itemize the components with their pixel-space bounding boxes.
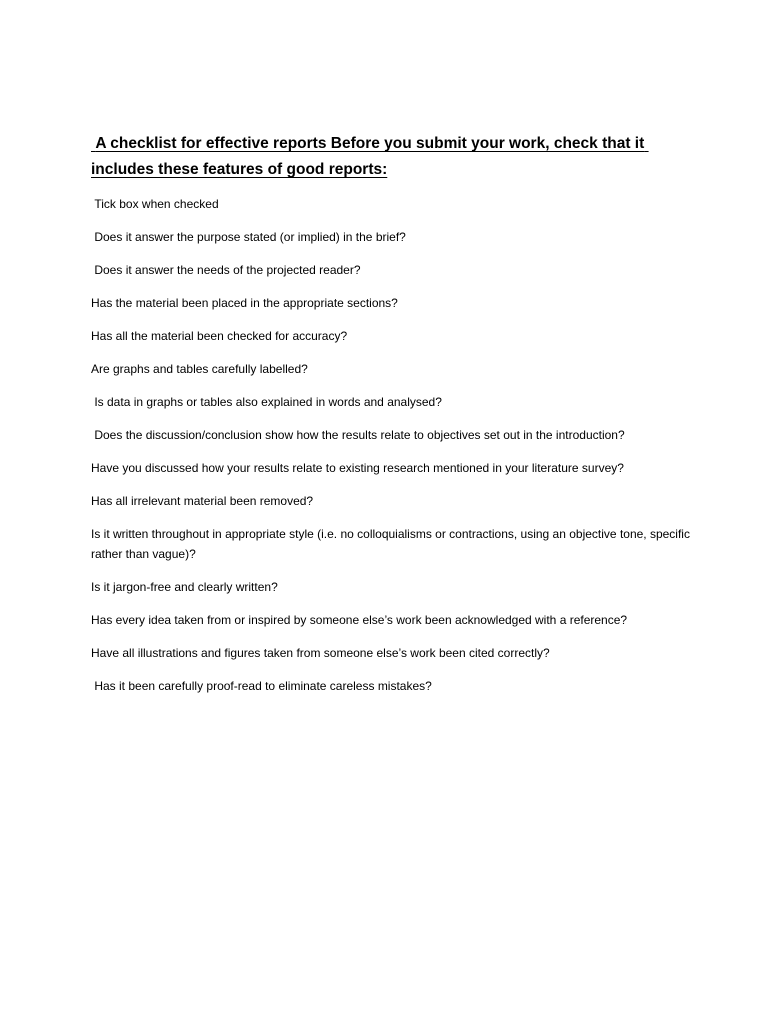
checklist-item: Is it written throughout in appropriate style (i.e. no colloquialisms or contractions, using an objective tone, specific rather than vague)?: [91, 527, 694, 561]
checklist-item: Does it answer the purpose stated (or implied) in the brief?: [91, 230, 406, 244]
checklist: [91, 194, 694, 709]
checklist-item: Has it been carefully proof-read to eliminate careless mistakes?: [91, 679, 432, 693]
checklist-item: Is it jargon-free and clearly written?: [91, 580, 278, 594]
checklist-item: Has all the material been checked for accuracy?: [91, 329, 348, 343]
checklist-item: Tick box when checked: [91, 197, 219, 211]
checklist-item: Is data in graphs or tables also explained in words and analysed?: [91, 395, 442, 409]
checklist-item: Has all irrelevant material been removed?: [91, 494, 314, 508]
checklist-item: Does the discussion/conclusion show how the results relate to objectives set out in the introduction?: [91, 428, 625, 442]
checklist-item: Has every idea taken from or inspired by someone else’s work been acknowledged with a reference?: [91, 613, 628, 627]
checklist-item: Have you discussed how your results relate to existing research mentioned in your literature survey?: [91, 461, 624, 475]
checklist-item: Has the material been placed in the appropriate sections?: [91, 296, 398, 310]
checklist-item: Does it answer the needs of the projected reader?: [91, 263, 361, 277]
checklist-item: Have all illustrations and figures taken from someone else’s work been cited correctly?: [91, 646, 550, 660]
checklist-item: Are graphs and tables carefully labelled?: [91, 362, 308, 376]
document-title: A checklist for effective reports Before you submit your work, check that it includes these features of good reports:: [91, 135, 649, 178]
